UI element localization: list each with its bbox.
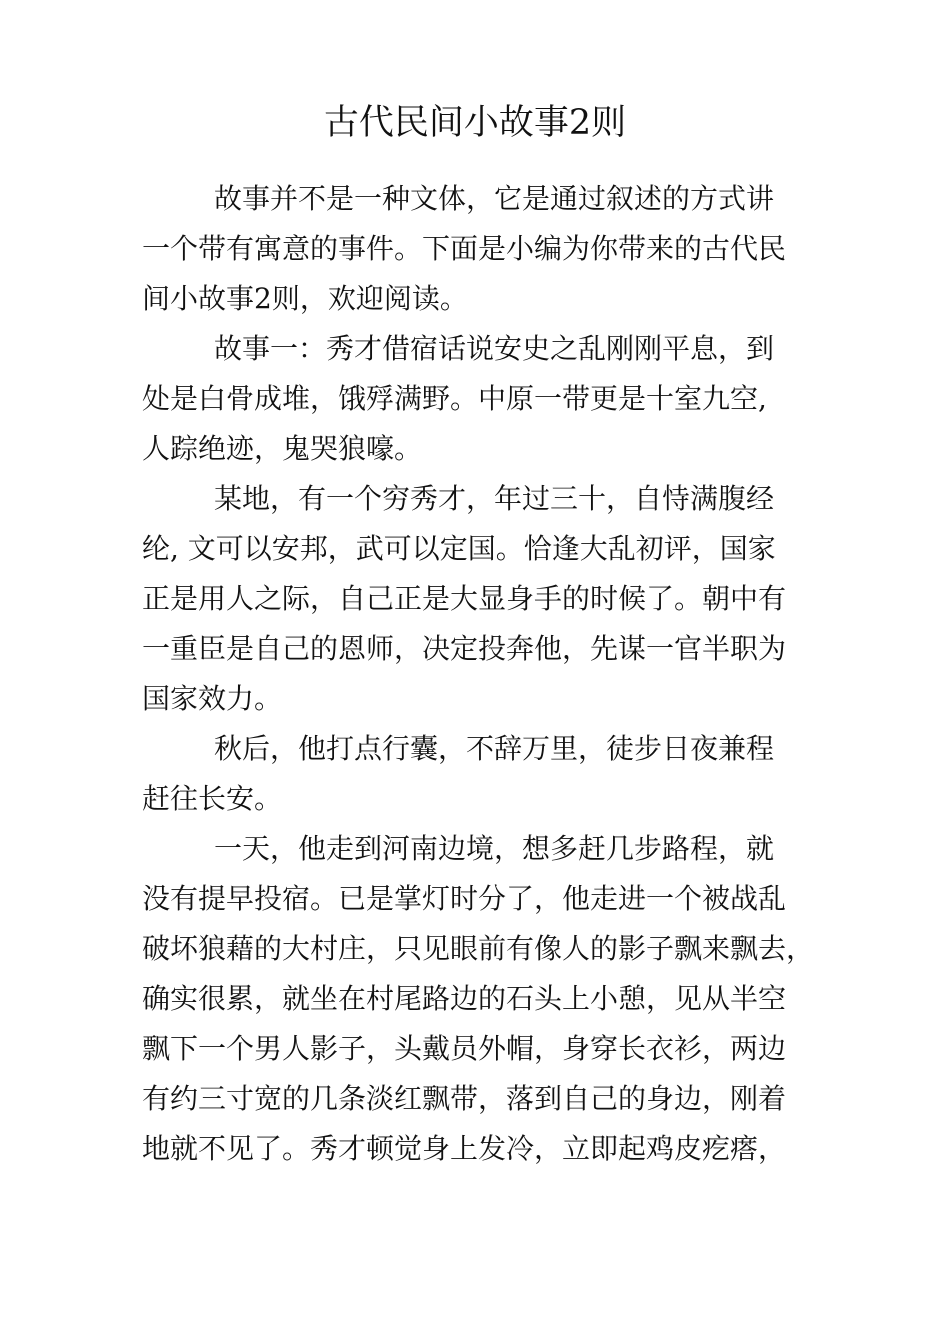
paragraph-line: 赶往长安。 — [142, 782, 283, 815]
paragraph-line: 地就不见了。秀才顿觉身上发冷，立即起鸡皮疙瘩， — [142, 1132, 787, 1165]
paragraph-line: 一重臣是自己的恩师，决定投奔他，先谋一官半职为 — [142, 632, 787, 665]
paragraph-2 — [142, 324, 822, 474]
paragraph-line: 处是白骨成堆，饿殍满野。中原一带更是十室九空, — [142, 382, 767, 415]
paragraph-1 — [142, 174, 822, 324]
document-title: 古代民间小故事2则 — [323, 103, 627, 143]
paragraph-line: 一天，他走到河南边境，想多赶几步路程，就 — [214, 832, 775, 865]
paragraph-line: 间小故事2则，欢迎阅读。 — [142, 282, 468, 315]
paragraph-4 — [142, 724, 822, 824]
paragraph-line: 破坏狼藉的大村庄，只见眼前有像人的影子飘来飘去， — [142, 932, 815, 965]
paragraph-line: 没有提早投宿。已是掌灯时分了，他走进一个被战乱 — [142, 882, 787, 915]
paragraph-line: 有约三寸宽的几条淡红飘带，落到自己的身边，刚着 — [142, 1082, 787, 1115]
paragraph-5 — [142, 824, 822, 1174]
document-body — [142, 174, 822, 1174]
paragraph-line: 故事一：秀才借宿话说安史之乱刚刚平息，到 — [214, 332, 775, 365]
paragraph-3 — [142, 474, 822, 724]
paragraph-line: 人踪绝迹，鬼哭狼嚎。 — [142, 432, 423, 465]
paragraph-line: 某地，有一个穷秀才，年过三十，自恃满腹经 — [214, 482, 775, 515]
paragraph-line: 故事并不是一种文体，它是通过叙述的方式讲 — [214, 182, 775, 215]
paragraph-line: 一个带有寓意的事件。下面是小编为你带来的古代民 — [142, 232, 787, 265]
paragraph-line: 秋后，他打点行囊，不辞万里，徒步日夜兼程 — [214, 732, 775, 765]
paragraph-line: 飘下一个男人影子，头戴员外帽，身穿长衣衫，两边 — [142, 1032, 787, 1065]
paragraph-line: 正是用人之际，自己正是大显身手的时候了。朝中有 — [142, 582, 787, 615]
paragraph-line: 国家效力。 — [142, 682, 283, 715]
paragraph-line: 确实很累，就坐在村尾路边的石头上小憩，见从半空 — [142, 982, 787, 1015]
paragraph-line: 纶, 文可以安邦，武可以定国。恰逢大乱初评，国家 — [142, 532, 776, 565]
